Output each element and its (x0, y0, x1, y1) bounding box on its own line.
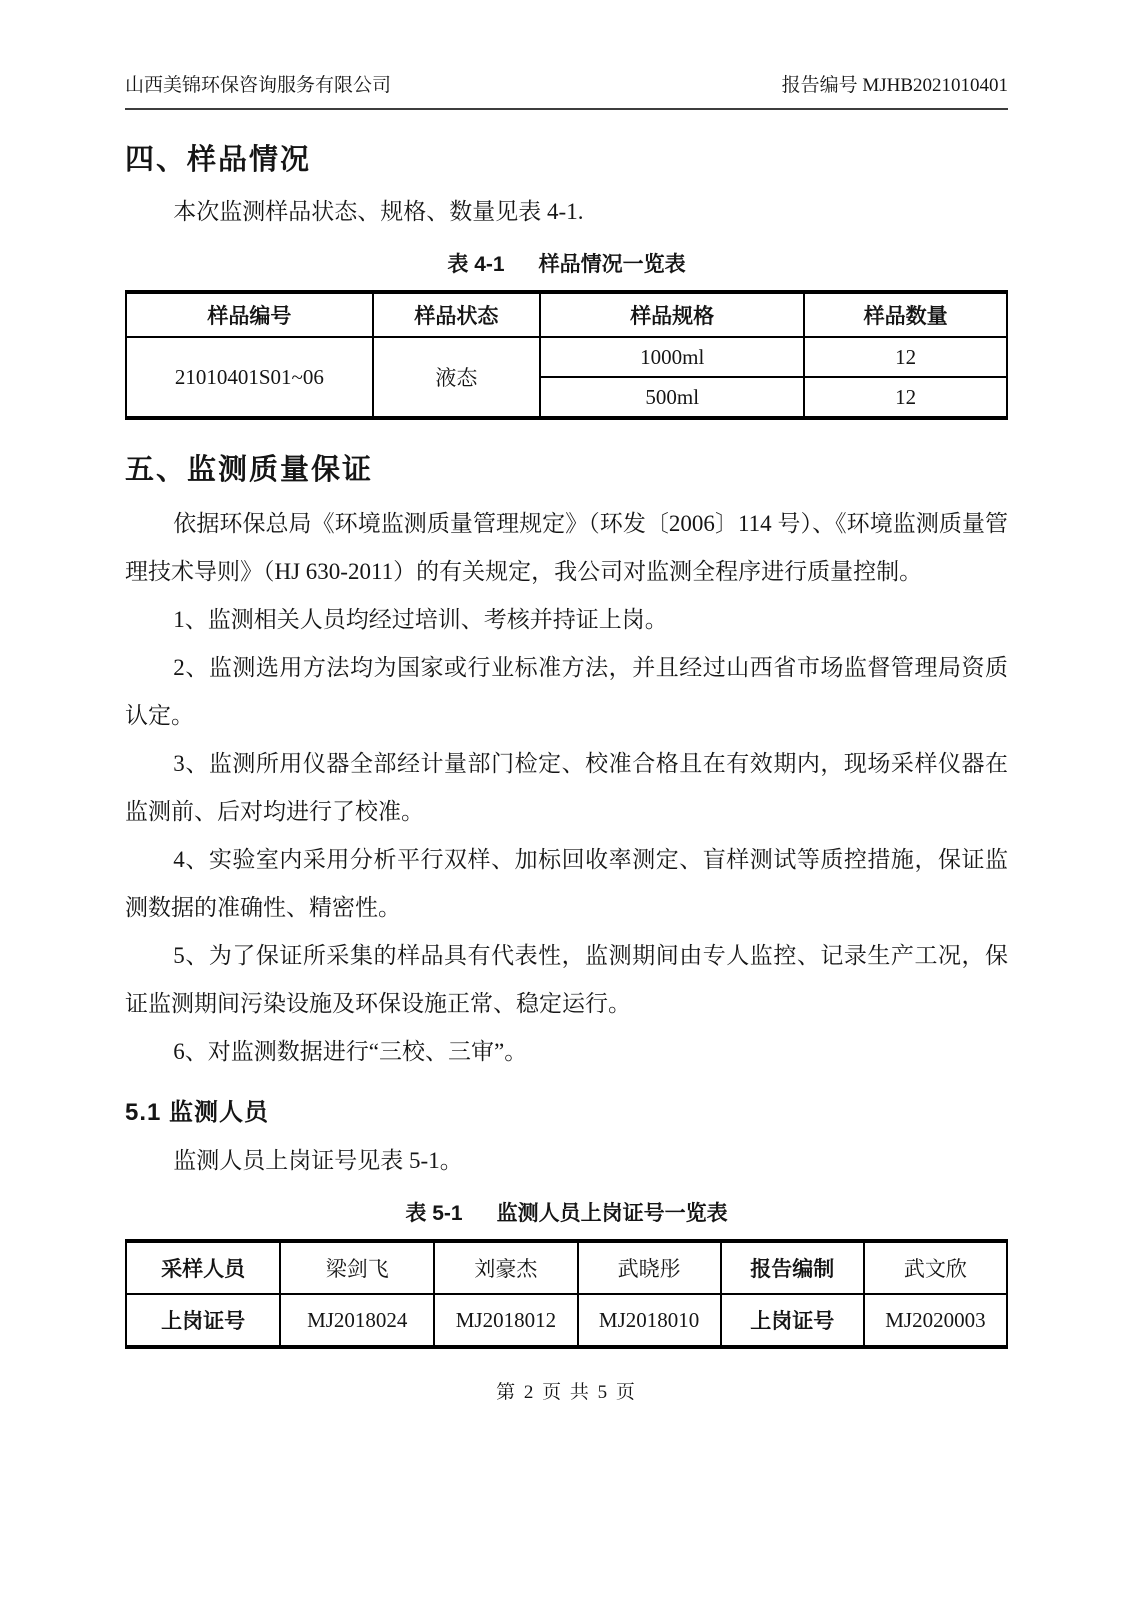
col-header-sample-spec: 样品规格 (540, 292, 804, 337)
table-row (126, 1294, 1007, 1347)
personnel-name-cell: 武晓彤 (578, 1241, 721, 1294)
sample-qty-cell: 12 (804, 337, 1007, 377)
section-5-1-intro: 监测人员上岗证号见表 5-1。 (173, 1148, 463, 1173)
paragraph: 依据环保总局《环境监测质量管理规定》（环发〔2006〕114 号）、《环境监测质量管理技术导则》（HJ 630-2011）的有关规定，我公司对监测全程序进行质量控制。 (125, 511, 1008, 584)
table-row (126, 337, 1007, 377)
sample-spec-cell: 1000ml (540, 337, 804, 377)
company-name: 山西美锦环保咨询服务有限公司 (125, 75, 392, 96)
certificate-number-label: 上岗证号 (721, 1294, 864, 1347)
personnel-certificate-table (125, 1239, 1008, 1349)
table-4-1-caption-number: 表 4-1 (447, 253, 505, 276)
report-author-label: 报告编制 (721, 1241, 864, 1294)
certificate-number-cell: MJ2018012 (434, 1294, 577, 1347)
col-header-sample-state: 样品状态 (373, 292, 540, 337)
section-5-body (125, 500, 1008, 1076)
list-item-4: 4、实验室内采用分析平行双样、加标回收率测定、盲样测试等质控措施，保证监测数据的准确性、精密性。 (125, 847, 1008, 920)
col-header-sample-qty: 样品数量 (804, 292, 1007, 337)
page-number: 第 2 页 共 5 页 (496, 1382, 637, 1403)
list-item-2: 2、监测选用方法均为国家或行业标准方法，并且经过山西省市场监督管理局资质认定。 (125, 655, 1008, 728)
table-5-1-caption (125, 1197, 1008, 1227)
personnel-name-cell: 梁剑飞 (280, 1241, 434, 1294)
section-5-1-title: 5.1 监测人员 (125, 1099, 270, 1126)
section-4-title: 四、样品情况 (125, 144, 312, 176)
page-header (125, 70, 1008, 110)
list-item-1: 1、监测相关人员均经过培训、考核并持证上岗。 (173, 607, 668, 632)
table-5-1-caption-title: 监测人员上岗证号一览表 (496, 1202, 728, 1225)
sample-id-cell: 21010401S01~06 (126, 337, 373, 418)
sampling-personnel-label: 采样人员 (126, 1241, 280, 1294)
personnel-name-cell: 刘豪杰 (434, 1241, 577, 1294)
col-header-sample-id: 样品编号 (126, 292, 373, 337)
section-5-title: 五、监测质量保证 (125, 454, 374, 486)
sample-qty-cell: 12 (804, 377, 1007, 418)
certificate-number-cell: MJ2020003 (864, 1294, 1007, 1347)
table-5-1-caption-number: 表 5-1 (405, 1202, 463, 1225)
list-item-5: 5、为了保证所采集的样品具有代表性，监测期间由专人监控、记录生产工况，保证监测期间污染设施及环保设施正常、稳定运行。 (125, 943, 1008, 1016)
report-number: 报告编号 MJHB2021010401 (781, 75, 1008, 96)
sample-overview-table (125, 290, 1008, 420)
list-item-3: 3、监测所用仪器全部经计量部门检定、校准合格且在有效期内，现场采样仪器在监测前、后对均进行了校准。 (125, 751, 1008, 824)
certificate-number-cell: MJ2018010 (578, 1294, 721, 1347)
table-header-row (126, 292, 1007, 337)
certificate-number-cell: MJ2018024 (280, 1294, 434, 1347)
list-item-6: 6、对监测数据进行“三校、三审”。 (173, 1039, 528, 1064)
table-4-1-caption (125, 248, 1008, 278)
section-4-intro: 本次监测样品状态、规格、数量见表 4-1. (173, 199, 584, 224)
table-row (126, 1241, 1007, 1294)
sample-state-cell: 液态 (373, 337, 540, 418)
sample-spec-cell: 500ml (540, 377, 804, 418)
personnel-name-cell: 武文欣 (864, 1241, 1007, 1294)
table-4-1-caption-title: 样品情况一览表 (538, 253, 686, 276)
certificate-number-label: 上岗证号 (126, 1294, 280, 1347)
